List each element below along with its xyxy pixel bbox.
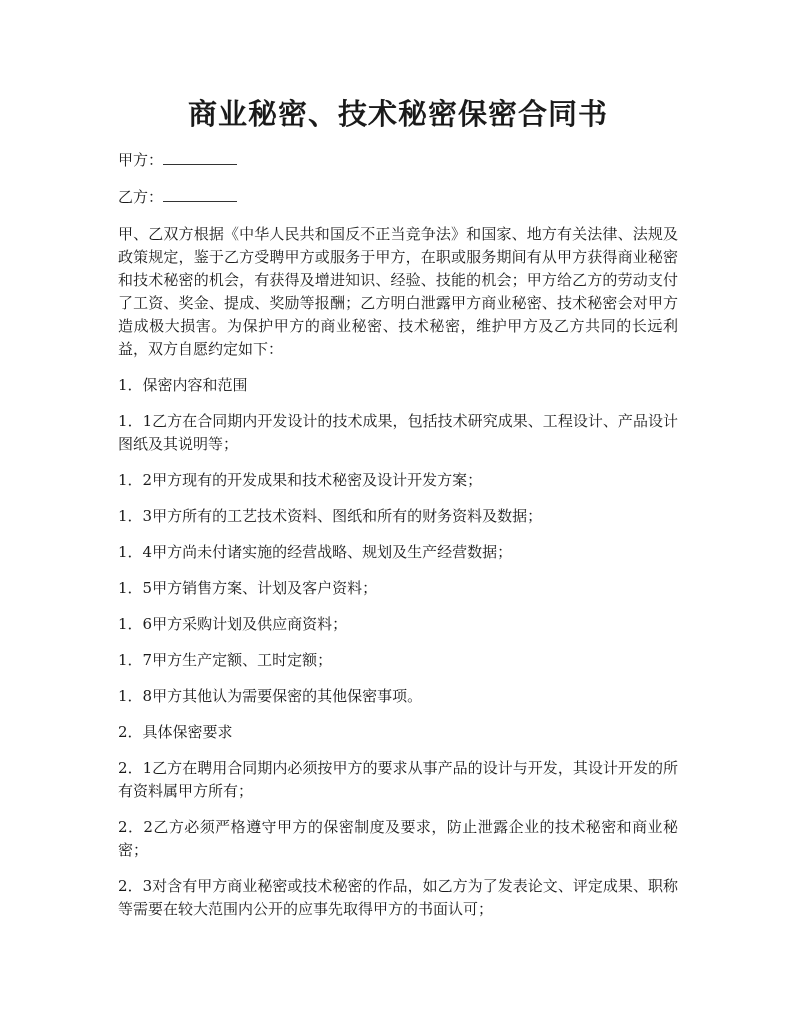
clause-1-6: 1．6甲方采购计划及供应商资料； (118, 615, 348, 633)
clause-2-2: 2．2乙方必须严格遵守甲方的保密制度及要求，防止泄露企业的技术秘密和商业秘密； (118, 818, 678, 859)
clause-1-3: 1．3甲方所有的工艺技术资料、图纸和所有的财务资料及数据； (118, 507, 543, 525)
clause-1-8: 1．8甲方其他认为需要保密的其他保密事项。 (118, 687, 423, 705)
clause-1-2: 1．2甲方现有的开发成果和技术秘密及设计开发方案； (118, 471, 483, 489)
section-2-heading: 2．具体保密要求 (118, 723, 233, 741)
party-a-label: 甲方： (118, 151, 164, 169)
clause-1-4: 1．4甲方尚未付诸实施的经营战略、规划及生产经营数据； (118, 543, 513, 561)
clause-2-1: 2．1乙方在聘用合同期内必须按甲方的要求从事产品的设计与开发，其设计开发的所有资料属甲方所有； (118, 759, 678, 800)
clause-1-5: 1．5甲方销售方案、计划及客户资料； (118, 579, 378, 597)
document-title: 商业秘密、技术秘密保密合同书 (187, 97, 608, 131)
section-1-heading: 1．保密内容和范围 (118, 376, 248, 394)
party-a-line (118, 149, 678, 172)
document-body (118, 149, 678, 921)
intro-paragraph: 甲、乙双方根据《中华人民共和国反不正当竞争法》和国家、地方有关法律、法规及政策规定，鉴于乙方受聘甲方或服务于甲方，在职或服务期间有从甲方获得商业秘密和技术秘密的机会，有获得及增进知识、经验、技能的机会；甲方给乙方的劳动支付了工资、奖金、提成、奖励等报酬；乙方明白泄露甲方商业秘密、技术秘密会对甲方造成极大损害。为保护甲方的商业秘密、技术秘密，维护甲方及乙方共同的长远利益，双方自愿约定如下： (118, 225, 678, 358)
clause-1-7: 1．7甲方生产定额、工时定额； (118, 651, 333, 669)
party-a-blank (163, 150, 237, 165)
clause-1-1: 1．1乙方在合同期内开发设计的技术成果，包括技术研究成果、工程设计、产品设计图纸及其说明等； (118, 412, 678, 453)
clause-2-3: 2．3对含有甲方商业秘密或技术秘密的作品，如乙方为了发表论文、评定成果、职称等需要在较大范围内公开的应事先取得甲方的书面认可； (118, 877, 678, 918)
party-b-line (118, 186, 678, 209)
party-b-label: 乙方： (118, 188, 164, 206)
party-b-blank (163, 187, 237, 202)
